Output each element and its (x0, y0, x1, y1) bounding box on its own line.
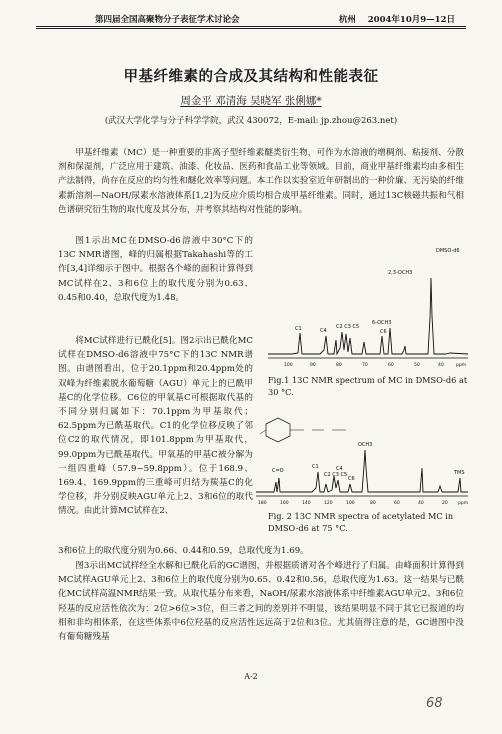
svg-text:180: 180 (258, 501, 267, 506)
fig2-peak-och3: OCH3 (358, 442, 373, 448)
svg-text:ppm: ppm (456, 363, 467, 368)
fig2-peak-c1: C1 (312, 464, 319, 470)
fig1-solvent-label: DMSO-d6 (436, 248, 460, 254)
svg-text:100: 100 (284, 363, 293, 368)
svg-text:140: 140 (302, 501, 311, 506)
svg-text:80: 80 (336, 363, 342, 368)
fig1-peak-6-och3: 6-OCH3 (372, 320, 392, 326)
fig1-x-axis-ticks (284, 362, 466, 368)
fig2-nmr-spectrum (252, 406, 474, 508)
intro-paragraph: 甲基纤维素（MC）是一种重要的非离子型纤维素醚类衍生物，可作为水溶液的增稠剂、粘接剂、分散剂和保湿剂，广泛应用于建筑、油漆、化妆品、医药和食品工业等领域。目前，商业甲基纤维素均由多相生产法制得，尚存在反应的均匀性和醚化效率等问题。本工作以实验室近年研制出的一种价廉、无污染的纤维素新溶剂—NaOH/尿素水溶液体系[1,2]为反应介质均相合成甲基纤维素。同时，通过13C核磁共振和气相色谱研究衍生物的取代度及其分布，并考察其结构对性能的影响。 (58, 148, 464, 215)
svg-text:50: 50 (414, 363, 420, 368)
fig2-peak-c235: C2 C3 C5 (324, 472, 348, 478)
svg-text:60: 60 (388, 363, 394, 368)
fig1-peak-c4: C4 (320, 328, 327, 334)
fig1-peak-c6: C6 (380, 329, 387, 335)
author-list: 周金平 邓清海 吴晓军 张俐娜* (180, 95, 322, 107)
fig2-peak-co: C=O (272, 468, 284, 474)
svg-text:80: 80 (370, 501, 376, 506)
fig1-caption: Fig.1 13C NMR spectrum of MC in DMSO-d6 at 30 °C. (268, 375, 468, 397)
svg-text:160: 160 (280, 501, 289, 506)
agu-structure-diagram (260, 418, 346, 442)
header-rule (36, 26, 466, 27)
paragraph-fig3: 图3示出MC试样经全水解和已酰化后的GC谱图，并根据质谱对各个峰进行了归属。由峰面积计算得到MC试样AGU单元上2、3和6位上的取代度分别为0.65、0.42和0.56，总取代度为1.63。这一结果与已酰化MC试样高温NMR结果一致。从取代基分布来看，NaOH/尿素水溶液体系中纤维素AGU单元2、3和6位羟基的反应活性依次为：2位>6位>3位，但三者之间的差别并不明显，该结果明显不同于其它已报道的均相和非均相体系，在这些体系中6位羟基的反应活性远远高于2位和3位。尤其值得注意的是，GC谱图中没有葡萄糖残基 (58, 561, 464, 643)
conference-date: 2004年10月9—12日 (367, 15, 455, 25)
svg-text:120: 120 (324, 501, 333, 506)
fig1-peak-c1: C1 (295, 326, 302, 332)
svg-text:40: 40 (438, 363, 444, 368)
fig2-peak-tms: TMS (454, 470, 465, 476)
paper-title: 甲基纤维素的合成及其结构和性能表征 (123, 68, 379, 85)
svg-text:40: 40 (418, 501, 424, 506)
fig2-peak-c6: C6 (348, 476, 355, 482)
svg-text:60: 60 (394, 501, 400, 506)
fig2-x-axis-ticks (258, 500, 468, 506)
paragraph-fig2: 将MC试样进行已酰化[5]。图2示出已酰化MC试样在DMSO-d6溶液中75°C下的13C NMR谱图。由谱图看出，位于20.1ppm和20.4ppm处的双峰为纤维素脱水葡萄糖（AGU）单元上的已酰甲基C的化学位移。C6位的甲氧基C可根据取代基的不同分别归属如下：70.1ppm为甲基取代；62.5ppm为已酰基取代。C1的化学位移反映了邻位C2的取代情况，即101.8ppm为甲基取代，99.0ppm为已酰基取代。甲氧基的甲基C被分解为一组四重峰（57.9~59.8ppm）。位于168.9、169.4、169.9ppm的三重峰可归结为羰基C的化学位移，并分别反映AGU单元上2、3和6位的取代情况。由此计算MC试样在2、 (58, 336, 253, 517)
fig1-peak-23-och3: 2,3-OCH3 (388, 270, 413, 276)
paragraph-fig2-continued: 3和6位上的取代度分别为0.66、0.44和0.59，总取代度为1.69。 (58, 546, 309, 556)
page-number: A-2 (244, 672, 258, 681)
svg-text:20: 20 (442, 501, 448, 506)
paragraph-fig1: 图1示出MC在DMSO-d6溶液中30°C下的13C NMR谱图，峰的归属根据Takahashi等的工作[3,4]详细示于图中。根据各个峰的面积计算得到MC试样在2、3和6位上的取代度分别为0.63、0.45和0.40，总取代度为1.48。 (58, 236, 253, 303)
fig2-caption: Fig. 2 13C NMR spectra of acetylated MC in DMSO-d6 at 75 °C. (268, 511, 454, 533)
fig2-peak-c4: C4 (336, 466, 343, 472)
svg-text:ppm: ppm (458, 501, 469, 506)
fig1-nmr-spectrum (262, 238, 474, 370)
running-header (95, 13, 455, 25)
conference-name: 第四届全国高聚物分子表征学术讨论会 (95, 15, 240, 25)
affiliation: (武汉大学化学与分子科学学院，武汉 430072，E-mail: jp.zhou@263.net) (104, 116, 398, 126)
header-rule-thin (36, 28, 466, 29)
fig1-peak-c235: C2 C3 C5 (336, 324, 360, 330)
handwritten-annotation: 68 (426, 696, 443, 711)
conference-city: 杭州 (338, 15, 356, 25)
svg-text:90: 90 (310, 363, 316, 368)
svg-text:100: 100 (346, 501, 355, 506)
svg-text:70: 70 (362, 363, 368, 368)
